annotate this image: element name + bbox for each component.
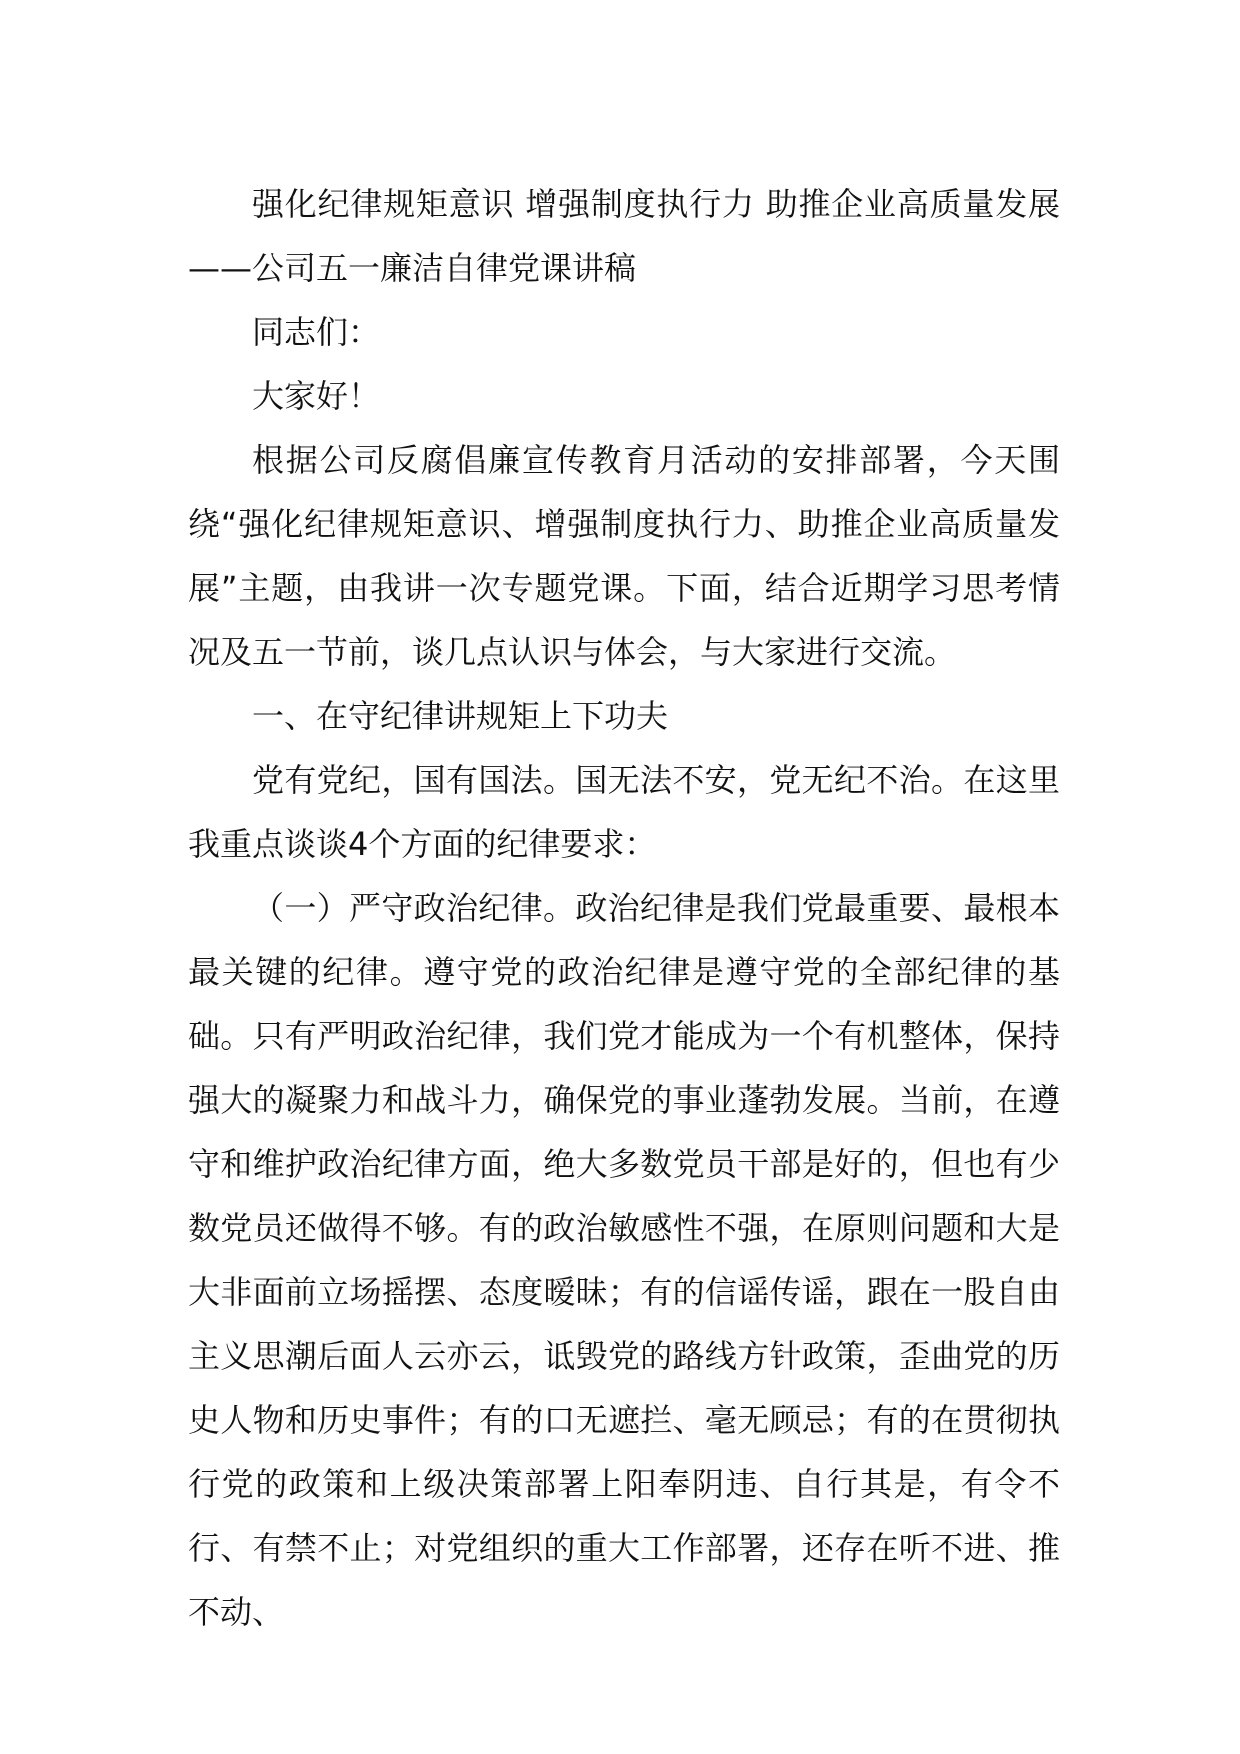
section-heading-1: 一、在守纪律讲规矩上下功夫 [252, 697, 669, 735]
body-paragraph: 党有党纪，国有国法。国无法不安，党无纪不治。在这里我重点谈谈4个方面的纪律要求： [188, 761, 1060, 863]
document-title: 强化纪律规矩意识 增强制度执行力 助推企业高质量发展——公司五一廉洁自律党课讲稿 [188, 185, 1060, 287]
body-paragraph: （一）严守政治纪律。政治纪律是我们党最重要、最根本最关键的纪律。遵守党的政治纪律是遵守党的全部纪律的基础。只有严明政治纪律，我们党才能成为一个有机整体，保持强大的凝聚力和战斗力，确保党的事业蓬勃发展。当前，在遵守和维护政治纪律方面，绝大多数党员干部是好的，但也有少数党员还做得不够。有的政治敏感性不强，在原则问题和大是大非面前立场摇摆、态度暧昧；有的信谣传谣，跟在一股自由主义思潮后面人云亦云，诋毁党的路线方针政策，歪曲党的历史人物和历史事件；有的口无遮拦、毫无顾忌；有的在贯彻执行党的政策和上级决策部署上阳奉阴违、自行其是，有令不行、有禁不止；对党组织的重大工作部署，还存在听不进、推不动、 [188, 889, 1060, 1631]
salutation: 同志们： [252, 313, 381, 351]
document-body [188, 172, 1060, 1644]
greeting: 大家好！ [252, 377, 381, 415]
intro-paragraph: 根据公司反腐倡廉宣传教育月活动的安排部署，今天围绕“强化纪律规矩意识、增强制度执行力、助推企业高质量发展”主题，由我讲一次专题党课。下面，结合近期学习思考情况及五一节前，谈几点认识与体会，与大家进行交流。 [188, 441, 1060, 671]
